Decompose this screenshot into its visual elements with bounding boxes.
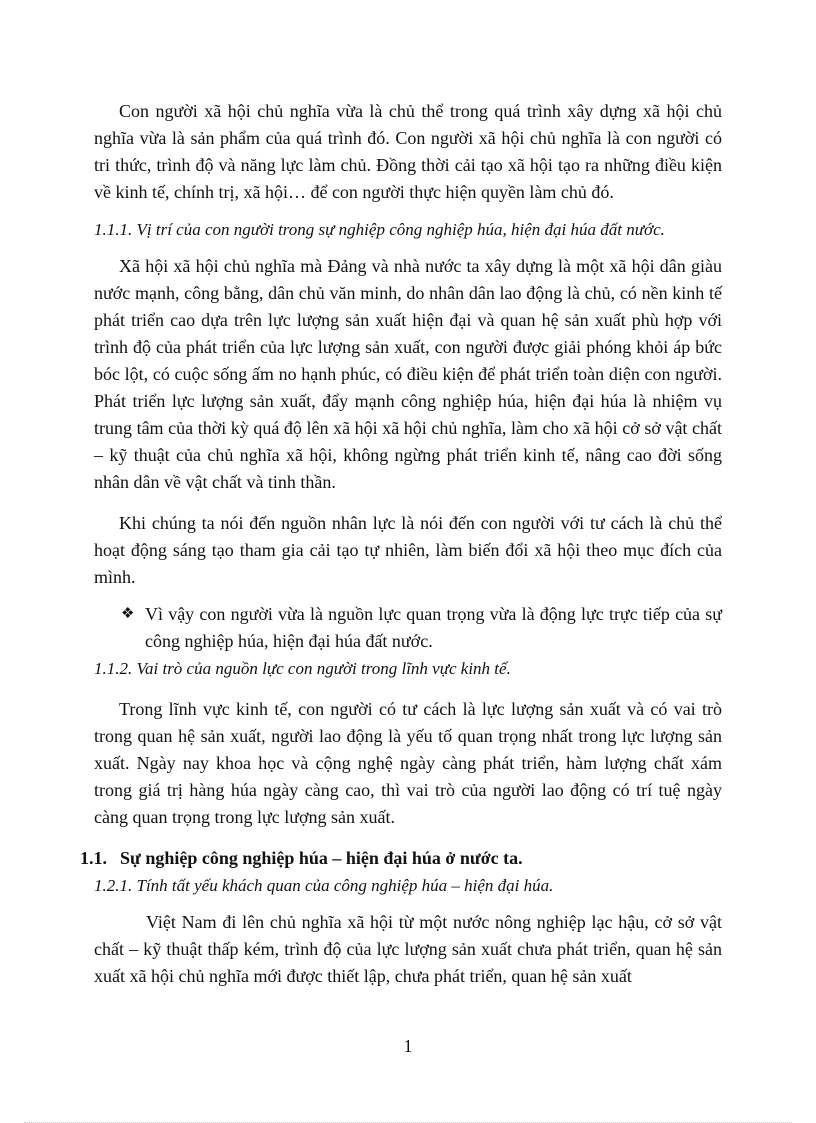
page-body — [80, 98, 722, 990]
paragraph-human-resources: Khi chúng ta nói đến nguồn nhân lực là nói đến con người với tư cách là chủ thể hoạt động sáng tạo tham gia cải tạo tự nhiên, làm biến đổi xã hội theo mục đích của mình. — [94, 513, 722, 587]
subheading-1-1-1: 1.1.1. Vị trí của con người trong sự nghiệp công nghiệp húa, hiện đại húa đất nước. — [94, 220, 665, 239]
subheading-1-1-2: 1.1.2. Vai trò của nguồn lực con người trong lĩnh vực kinh tế. — [94, 659, 511, 678]
subheading-1-2-1: 1.2.1. Tính tất yếu khách quan của công nghiệp húa – hiện đại húa. — [94, 876, 554, 895]
page-number: 1 — [403, 1036, 413, 1056]
heading-text: Sự nghiệp công nghiệp húa – hiện đại húa ở nước ta. — [120, 848, 523, 868]
diamond-bullet-icon: ❖ — [121, 606, 135, 622]
paragraph-vietnam: Việt Nam đi lên chủ nghĩa xã hội từ một nước nông nghiệp lạc hậu, cở sở vật chất – kỹ thuật thấp kém, trình độ của lực lượng sản xuất chưa phát triển, quan hệ sản xuất xã hội chủ nghĩa mới được thiết lập, chưa phát triển, quan hệ sản xuất — [94, 912, 722, 986]
paragraph-socialist-society: Xã hội xã hội chủ nghĩa mà Đảng và nhà nước ta xây dựng là một xã hội dân giàu nước mạnh, công bằng, dân chủ văn minh, do nhân dân lao động là chủ, có nền kinh tế phát triển cao dựa trên lực lượng sản xuất hiện đại và quan hệ sản xuất phù hợp với trình độ của phát triển của lực lượng sản xuất, con người được giải phóng khỏi áp bức bóc lột, có cuộc sống ấm no hạnh phúc, có điều kiện để phát triển toàn diện con người. Phát triển lực lượng sản xuất, đẩy mạnh công nghiệp húa, hiện đại húa là nhiệm vụ trung tâm của thời kỳ quá độ lên xã hội xã hội chủ nghĩa, làm cho xã hội cở sở vật chất – kỹ thuật của chủ nghĩa xã hội, không ngừng phát triển kinh tế, nâng cao đời sống nhân dân về vật chất và tinh thần. — [94, 256, 722, 492]
bullet-item — [94, 601, 722, 655]
heading-number: 1.1. — [80, 848, 107, 868]
paragraph-economic-role: Trong lĩnh vực kinh tế, con người có tư cách là lực lượng sản xuất và có vai trò trong quan hệ sản xuất, người lao động là yếu tố quan trọng nhất trong lực lượng sản xuất. Ngày nay khoa học và cộng nghệ ngày càng phát triển, hàm lượng chất xám trong giá trị hàng húa ngày càng cao, thì vai trò của người lao động có trí tuệ ngày càng quan trọng trong lực lượng sản xuất. — [94, 699, 722, 827]
bullet-text: Vì vậy con người vừa là nguồn lực quan trọng vừa là động lực trực tiếp của sự công nghiệp húa, hiện đại húa đất nước. — [145, 604, 722, 651]
paragraph-intro: Con người xã hội chủ nghĩa vừa là chủ thể trong quá trình xây dựng xã hội chủ nghĩa vừa là sản phẩm của quá trình đó. Con người xã hội chủ nghĩa là con người có tri thức, trình độ và năng lực làm chủ. Đồng thời cải tạo xã hội tạo ra những điều kiện về kinh tế, chính trị, xã hội… để con người thực hiện quyền làm chủ đó. — [94, 101, 722, 202]
heading-1-1 — [80, 845, 722, 872]
